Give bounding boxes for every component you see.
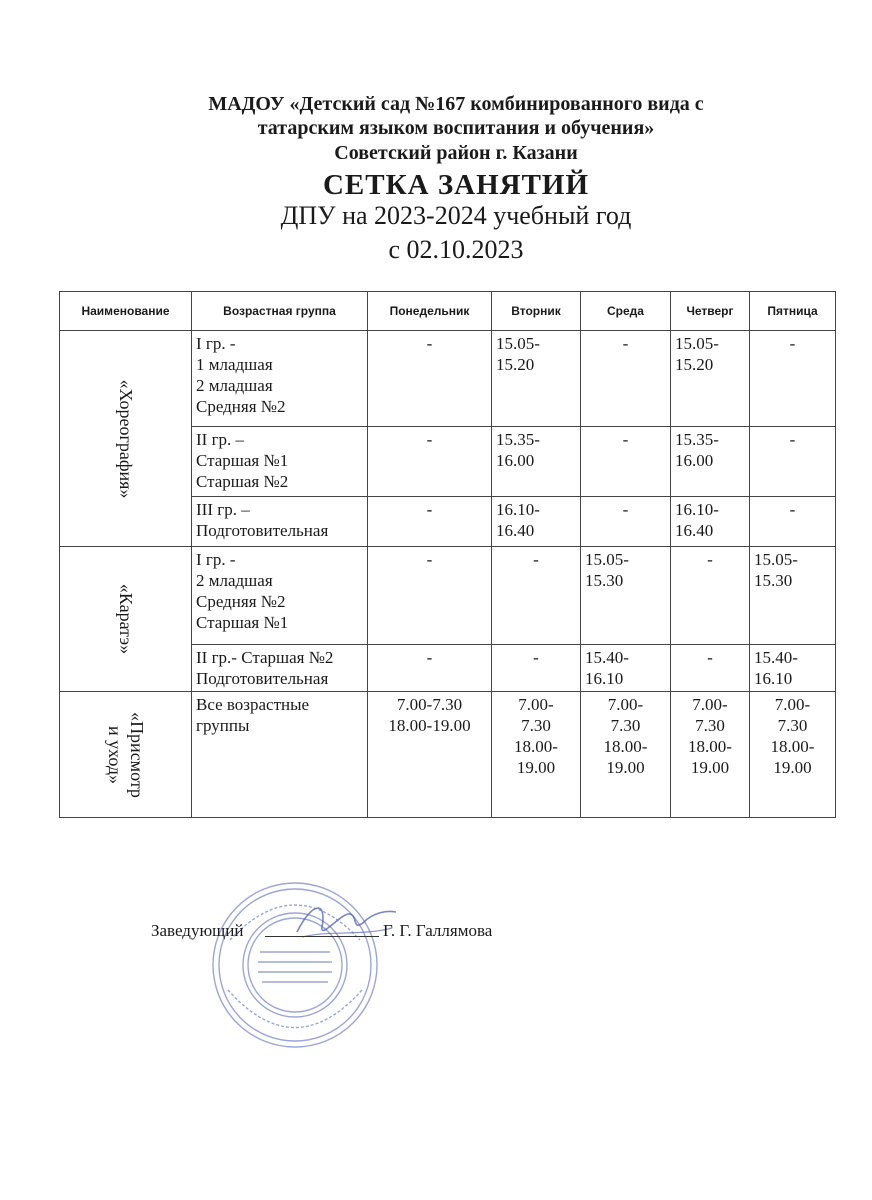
cell-line: 15.05-: [754, 550, 798, 569]
org-district: Советский район г. Казани: [334, 142, 578, 164]
cell-line: 2 младшая: [196, 376, 273, 395]
friday-cell: -: [750, 427, 836, 497]
activity-name: «Хореография»: [115, 379, 136, 498]
friday-cell: [750, 692, 836, 818]
cell-line: Все возрастные: [196, 695, 310, 714]
age-group-cell: [192, 692, 368, 818]
monday-cell: -: [368, 427, 492, 497]
col-header-group: Возрастная группа: [192, 292, 368, 331]
cell-line: III гр. –: [196, 500, 250, 519]
activity-name-cell: [60, 331, 192, 547]
cell-line: 7.30: [610, 716, 641, 735]
cell-line: 19.00: [773, 758, 812, 777]
cell-line: 7.00-: [607, 695, 644, 714]
tuesday-cell: [492, 497, 581, 547]
cell-line: группы: [196, 716, 250, 735]
monday-cell: -: [368, 547, 492, 645]
cell-line: 19.00: [690, 758, 730, 777]
table-row: [60, 331, 836, 427]
cell-line: 2 младшая: [196, 571, 273, 590]
cell-line: Подготовительная: [196, 669, 329, 688]
age-group-cell: [192, 547, 368, 645]
activity-name-line: «Присмотр: [126, 711, 147, 798]
cell-line: 15.30: [754, 571, 793, 590]
table-row: [60, 692, 836, 818]
friday-cell: [750, 547, 836, 645]
cell-line: Средняя №2: [196, 592, 286, 611]
cell-line: 7.00-: [518, 695, 554, 714]
wednesday-cell: -: [581, 427, 671, 497]
cell-line: Старшая №1: [196, 613, 289, 632]
cell-line: 19.00: [606, 758, 645, 777]
cell-line: 18.00-: [770, 737, 815, 756]
wednesday-cell: [581, 645, 671, 692]
cell-line: 18.00-19.00: [388, 716, 471, 735]
cell-line: 19.00: [516, 758, 556, 777]
age-group-cell: [192, 331, 368, 427]
document-date: с 02.10.2023: [388, 235, 524, 264]
tuesday-cell: [492, 331, 581, 427]
tuesday-cell: [492, 427, 581, 497]
schedule-table: [59, 291, 836, 818]
col-header-tuesday: Вторник: [492, 292, 581, 331]
cell-line: 15.05-: [585, 550, 629, 569]
cell-line: Подготовительная: [196, 521, 329, 540]
tuesday-cell: -: [492, 645, 581, 692]
cell-line: Старшая №1: [196, 451, 289, 470]
tuesday-cell: -: [492, 547, 581, 645]
cell-line: 16.10: [585, 669, 624, 688]
table-header-row: [60, 292, 836, 331]
cell-line: 16.40: [496, 521, 535, 540]
thursday-cell: [671, 497, 750, 547]
monday-cell: [368, 692, 492, 818]
cell-line: 7.00-: [692, 695, 728, 714]
thursday-cell: -: [671, 645, 750, 692]
document-title: СЕТКА ЗАНЯТИЙ: [322, 169, 590, 201]
cell-line: 16.10: [754, 669, 793, 688]
cell-line: 15.05-: [496, 334, 540, 353]
cell-line: 15.20: [675, 355, 714, 374]
thursday-cell: [671, 692, 750, 818]
cell-line: Средняя №2: [196, 397, 286, 416]
age-group-cell: [192, 497, 368, 547]
org-name-line-1: МАДОУ «Детский сад №167 комбинированного вида с: [208, 93, 704, 115]
cell-line: 15.40-: [585, 648, 629, 667]
friday-cell: -: [750, 497, 836, 547]
cell-line: 1 младшая: [196, 355, 273, 374]
cell-line: 16.00: [496, 451, 535, 470]
cell-line: 15.30: [585, 571, 624, 590]
col-header-monday: Понедельник: [368, 292, 492, 331]
monday-cell: -: [368, 331, 492, 427]
thursday-cell: [671, 427, 750, 497]
age-group-cell: [192, 645, 368, 692]
cell-line: 18.00-: [514, 737, 558, 756]
cell-line: 16.00: [675, 451, 714, 470]
cell-line: I гр. -: [196, 550, 236, 569]
monday-cell: -: [368, 645, 492, 692]
tuesday-cell: [492, 692, 581, 818]
document-subtitle: ДПУ на 2023-2024 учебный год: [280, 201, 632, 230]
activity-name-cell: [60, 692, 192, 818]
cell-line: 16.10-: [496, 500, 540, 519]
monday-cell: -: [368, 497, 492, 547]
thursday-cell: -: [671, 547, 750, 645]
col-header-wednesday: Среда: [581, 292, 671, 331]
cell-line: 16.40: [675, 521, 714, 540]
cell-line: 15.05-: [675, 334, 719, 353]
cell-line: I гр. -: [196, 334, 236, 353]
wednesday-cell: [581, 547, 671, 645]
cell-line: 7.30: [777, 716, 808, 735]
head-name: Г. Г. Галлямова: [383, 921, 493, 940]
cell-line: 15.35-: [496, 430, 540, 449]
cell-line: 16.10-: [675, 500, 719, 519]
cell-line: II гр.- Старшая №2: [196, 648, 334, 667]
thursday-cell: [671, 331, 750, 427]
cell-line: 18.00-: [603, 737, 648, 756]
org-name-line-2: татарским языком воспитания и обучения»: [257, 117, 655, 139]
cell-line: 7.00-: [774, 695, 811, 714]
cell-line: 7.30: [695, 716, 725, 735]
cell-line: 7.30: [521, 716, 551, 735]
signature-line: [265, 936, 379, 937]
cell-line: 15.20: [496, 355, 535, 374]
cell-line: 15.40-: [754, 648, 798, 667]
cell-line: 18.00-: [688, 737, 732, 756]
activity-name: «Каратэ»: [115, 583, 136, 655]
cell-line: II гр. –: [196, 430, 245, 449]
friday-cell: -: [750, 331, 836, 427]
friday-cell: [750, 645, 836, 692]
head-position: Заведующий: [151, 921, 244, 940]
cell-line: Старшая №2: [196, 472, 289, 491]
cell-line: 15.35-: [675, 430, 719, 449]
activity-name: [104, 712, 148, 798]
activity-name-line: и уход»: [104, 725, 125, 784]
col-header-friday: Пятница: [750, 292, 836, 331]
wednesday-cell: -: [581, 331, 671, 427]
wednesday-cell: -: [581, 497, 671, 547]
table-row: [60, 547, 836, 645]
col-header-thursday: Четверг: [671, 292, 750, 331]
col-header-name: Наименование: [60, 292, 192, 331]
cell-line: 7.00-7.30: [396, 695, 463, 714]
activity-name-cell: [60, 547, 192, 692]
age-group-cell: [192, 427, 368, 497]
wednesday-cell: [581, 692, 671, 818]
